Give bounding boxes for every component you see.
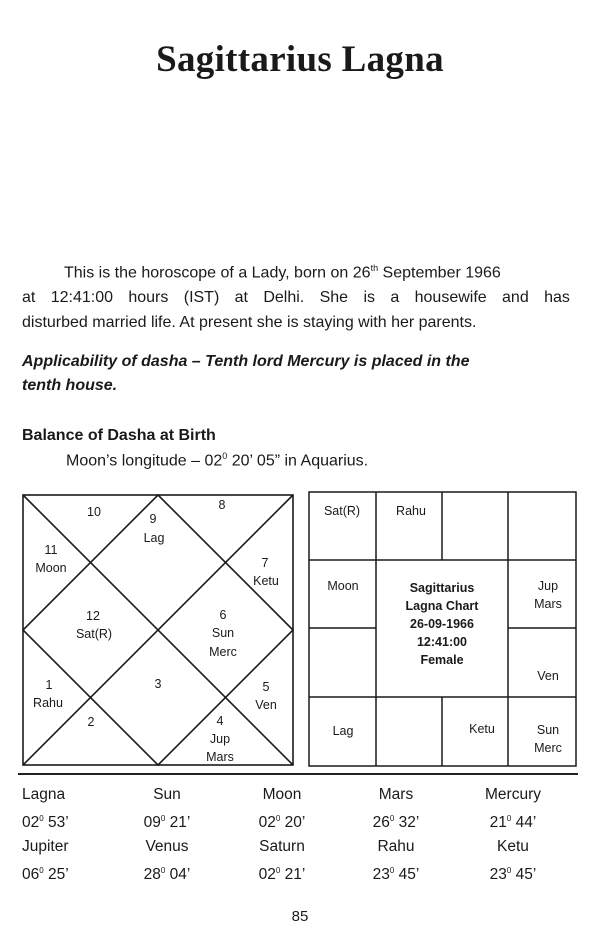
page-number: 85 bbox=[291, 908, 309, 925]
page-title: Sagittarius Lagna bbox=[156, 39, 444, 80]
house-6-number: 6 bbox=[219, 608, 227, 622]
planet-name: Lagna bbox=[22, 786, 66, 803]
chart-center-line-3: 26-09-1966 bbox=[410, 617, 474, 631]
planet-name: Sun bbox=[153, 786, 181, 803]
divider-line bbox=[18, 773, 578, 775]
planet-longitude: $02^0$ 21’ bbox=[258, 866, 306, 884]
house-10-number: 10 bbox=[87, 505, 101, 519]
house-4-number: 4 bbox=[216, 714, 224, 728]
planet-longitude: $02^0$ 20’ bbox=[258, 814, 306, 832]
planet-name: Rahu bbox=[377, 838, 415, 856]
south-cell-ven: Ven bbox=[537, 669, 559, 683]
chart-center-line-1: Sagittarius bbox=[409, 581, 475, 595]
planet-longitude: $02^0$ 53’ bbox=[22, 814, 69, 832]
house-7-planets: Ketu bbox=[253, 574, 279, 588]
house-9-number: 9 bbox=[149, 512, 157, 526]
house-7-number: 7 bbox=[261, 556, 269, 570]
moon-longitude: Moon’s longitude – $02^0$ 20’ 05” in Aquarius. bbox=[66, 451, 369, 470]
north-indian-chart bbox=[22, 494, 294, 766]
house-11-planets: Moon bbox=[35, 561, 67, 575]
applicability-line-2: tenth house. bbox=[22, 377, 118, 394]
south-cell-satr: Sat(R) bbox=[323, 504, 361, 518]
house-4-planet-mars: Mars bbox=[206, 750, 234, 764]
house-1-planets: Rahu bbox=[33, 696, 63, 710]
south-cell-merc: Merc bbox=[534, 741, 562, 755]
planet-name: Ketu bbox=[497, 838, 529, 856]
planet-longitude: $21^0$ 44’ bbox=[489, 814, 537, 832]
house-6-planet-merc: Merc bbox=[209, 645, 237, 659]
planet-longitude: $09^0$ 21’ bbox=[143, 814, 191, 832]
planet-name: Venus bbox=[145, 838, 189, 856]
house-4-planet-jup: Jup bbox=[209, 732, 231, 746]
planet-longitude: $26^0$ 32’ bbox=[372, 814, 420, 832]
applicability-line-1: Applicability of dasha – Tenth lord Mercury is placed in the bbox=[22, 353, 470, 370]
intro-line-1: This is the horoscope of a Lady, born on 26th September 1966 bbox=[64, 263, 501, 282]
planet-positions-table bbox=[22, 784, 578, 886]
house-5-number: 5 bbox=[262, 680, 270, 694]
south-cell-moon: Moon bbox=[327, 579, 359, 593]
intro-line-3: disturbed married life. At present she is staying with her parents. bbox=[22, 314, 477, 332]
south-indian-chart bbox=[308, 491, 578, 769]
house-8-number: 8 bbox=[218, 498, 226, 512]
south-cell-mars: Mars bbox=[534, 597, 562, 611]
house-9-planets: Lag bbox=[143, 531, 165, 545]
planet-name: Mercury bbox=[485, 786, 541, 803]
south-cell-rahu: Rahu bbox=[396, 504, 426, 518]
planet-name: Moon bbox=[262, 786, 302, 803]
planet-longitude: $28^0$ 04’ bbox=[143, 866, 191, 884]
house-6-planet-sun: Sun bbox=[211, 626, 235, 640]
south-cell-ketu: Ketu bbox=[469, 722, 495, 736]
intro-paragraph bbox=[22, 256, 570, 335]
chart-center-line-5: Female bbox=[420, 653, 464, 667]
chart-center-line-4: 12:41:00 bbox=[416, 635, 468, 649]
house-12-planets: Sat(R) bbox=[75, 627, 113, 641]
south-cell-lag: Lag bbox=[332, 724, 354, 738]
house-1-number: 1 bbox=[45, 678, 53, 692]
house-12-number: 12 bbox=[86, 609, 100, 623]
intro-line-2: at 12:41:00 hours (IST) at Delhi. She is a housewife and has bbox=[22, 289, 570, 307]
planet-longitude: $23^0$ 45’ bbox=[372, 866, 420, 884]
planet-name: Saturn bbox=[259, 838, 305, 856]
south-cell-jup: Jup bbox=[537, 579, 559, 593]
house-11-number: 11 bbox=[44, 543, 58, 557]
chart-center-line-2: Lagna Chart bbox=[405, 599, 479, 613]
planet-name: Mars bbox=[378, 786, 414, 803]
planet-longitude: $23^0$ 45’ bbox=[489, 866, 537, 884]
house-5-planets: Ven bbox=[255, 698, 277, 712]
applicability-note bbox=[22, 350, 470, 398]
house-3-number: 3 bbox=[154, 677, 162, 691]
south-cell-sun: Sun bbox=[536, 723, 560, 737]
house-2-number: 2 bbox=[87, 715, 95, 729]
balance-heading: Balance of Dasha at Birth bbox=[22, 427, 216, 444]
planet-longitude: $06^0$ 25’ bbox=[22, 866, 69, 884]
planet-name: Jupiter bbox=[22, 838, 69, 856]
